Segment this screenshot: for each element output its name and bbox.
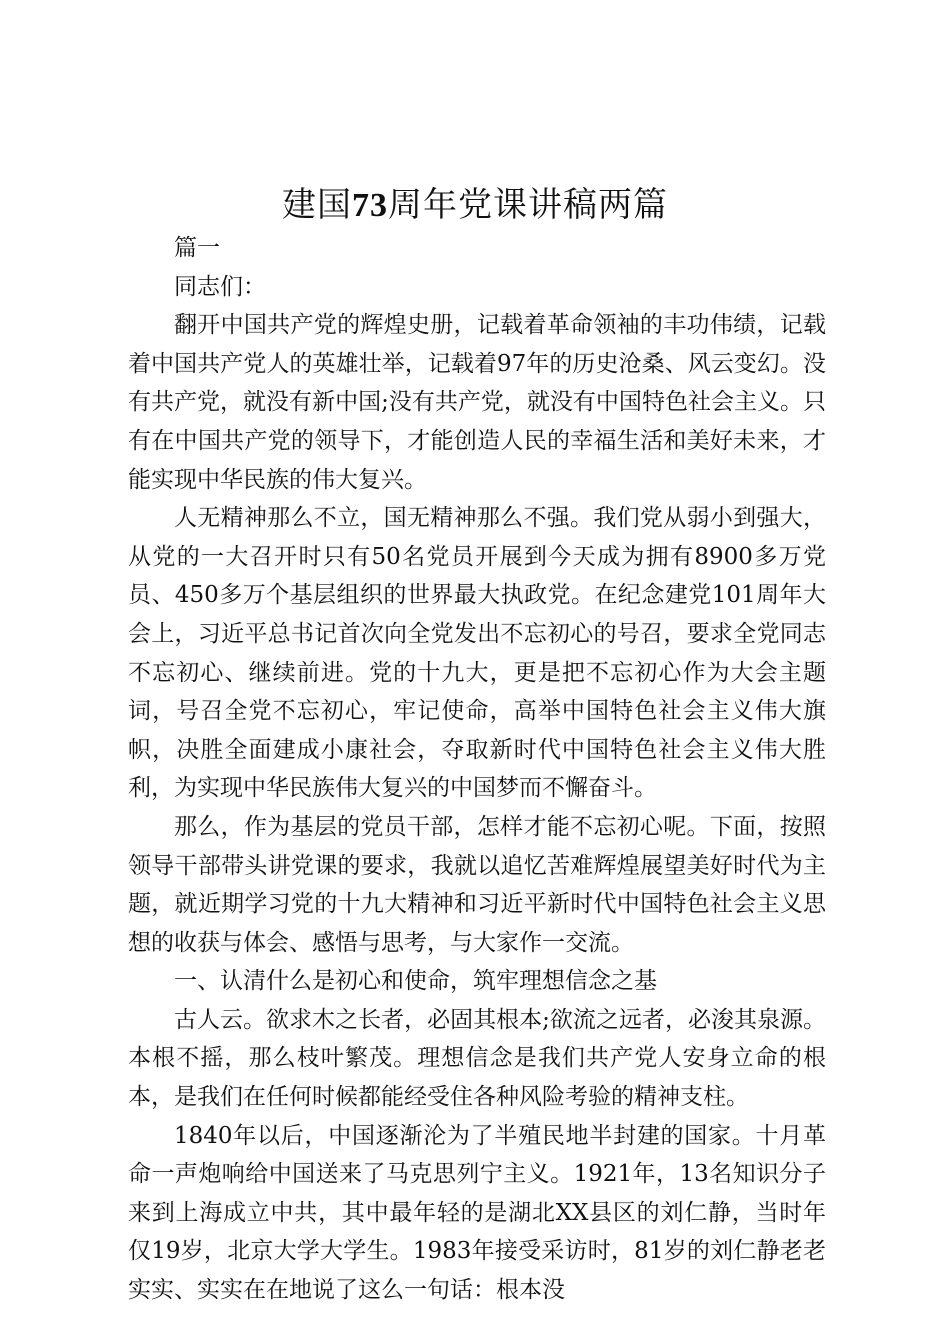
title-number: 73 (352, 187, 388, 224)
salutation: 同志们： (174, 273, 266, 300)
paragraph: 古人云。欲求木之长者，必固其根本;欲流之远者，必浚其泉源。本根不摇，那么枝叶繁茂。理想信念是我们共产党人安身立命的根本，是我们在任何时候都能经受住各种风险考验的精神支柱。 (128, 1006, 826, 1111)
title-suffix: 周年党课讲稿两篇 (388, 185, 668, 225)
paragraph: 1840年以后，中国逐渐沦为了半殖民地半封建的国家。十月革命一声炮响给中国送来了马克思列宁主义。1921年，13名知识分子来到上海成立中共，其中最年轻的是湖北XX县区的刘仁静，当时年仅19岁，北京大学大学生。1983年接受采访时，81岁的刘仁静老老实实、实实在在地说了这么一句话：根本没 (128, 1122, 826, 1304)
section-heading: 一、认清什么是初心和使命，筑牢理想信念之基 (174, 968, 657, 995)
document-title (0, 183, 950, 228)
title-prefix: 建国 (282, 185, 352, 225)
document-body (128, 229, 826, 1310)
section-heading-1: 篇一 (174, 235, 220, 261)
paragraph: 人无精神那么不立，国无精神那么不强。我们党从弱小到强大，从党的一大召开时只有50名党员开展到今天成为拥有8900多万党员、450多万个基层组织的世界最大执政党。在纪念建党101周年大会上，习近平总书记首次向全党发出不忘初心的号召，要求全党同志不忘初心、继续前进。党的十九大，更是把不忘初心作为大会主题词，号召全党不忘初心，牢记使命，高举中国特色社会主义伟大旗帜，决胜全面建成小康社会，夺取新时代中国特色社会主义伟大胜利，为实现中华民族伟大复兴的中国梦而不懈奋斗。 (128, 505, 826, 802)
paragraph: 翻开中国共产党的辉煌史册，记载着革命领袖的丰功伟绩，记载着中国共产党人的英雄壮举，记载着97年的历史沧桑、风云变幻。没有共产党，就没有新中国;没有共产党，就没有中国特色社会主义。只有在中国共产党的领导下，才能创造人民的幸福生活和美好未来，才能实现中华民族的伟大复兴。 (128, 312, 826, 493)
paragraph: 那么，作为基层的党员干部，怎样才能不忘初心呢。下面，按照领导干部带头讲党课的要求，我就以追忆苦难辉煌展望美好时代为主题，就近期学习党的十九大精神和习近平新时代中国特色社会主义思想的收获与体会、感悟与思考，与大家作一交流。 (128, 813, 826, 956)
